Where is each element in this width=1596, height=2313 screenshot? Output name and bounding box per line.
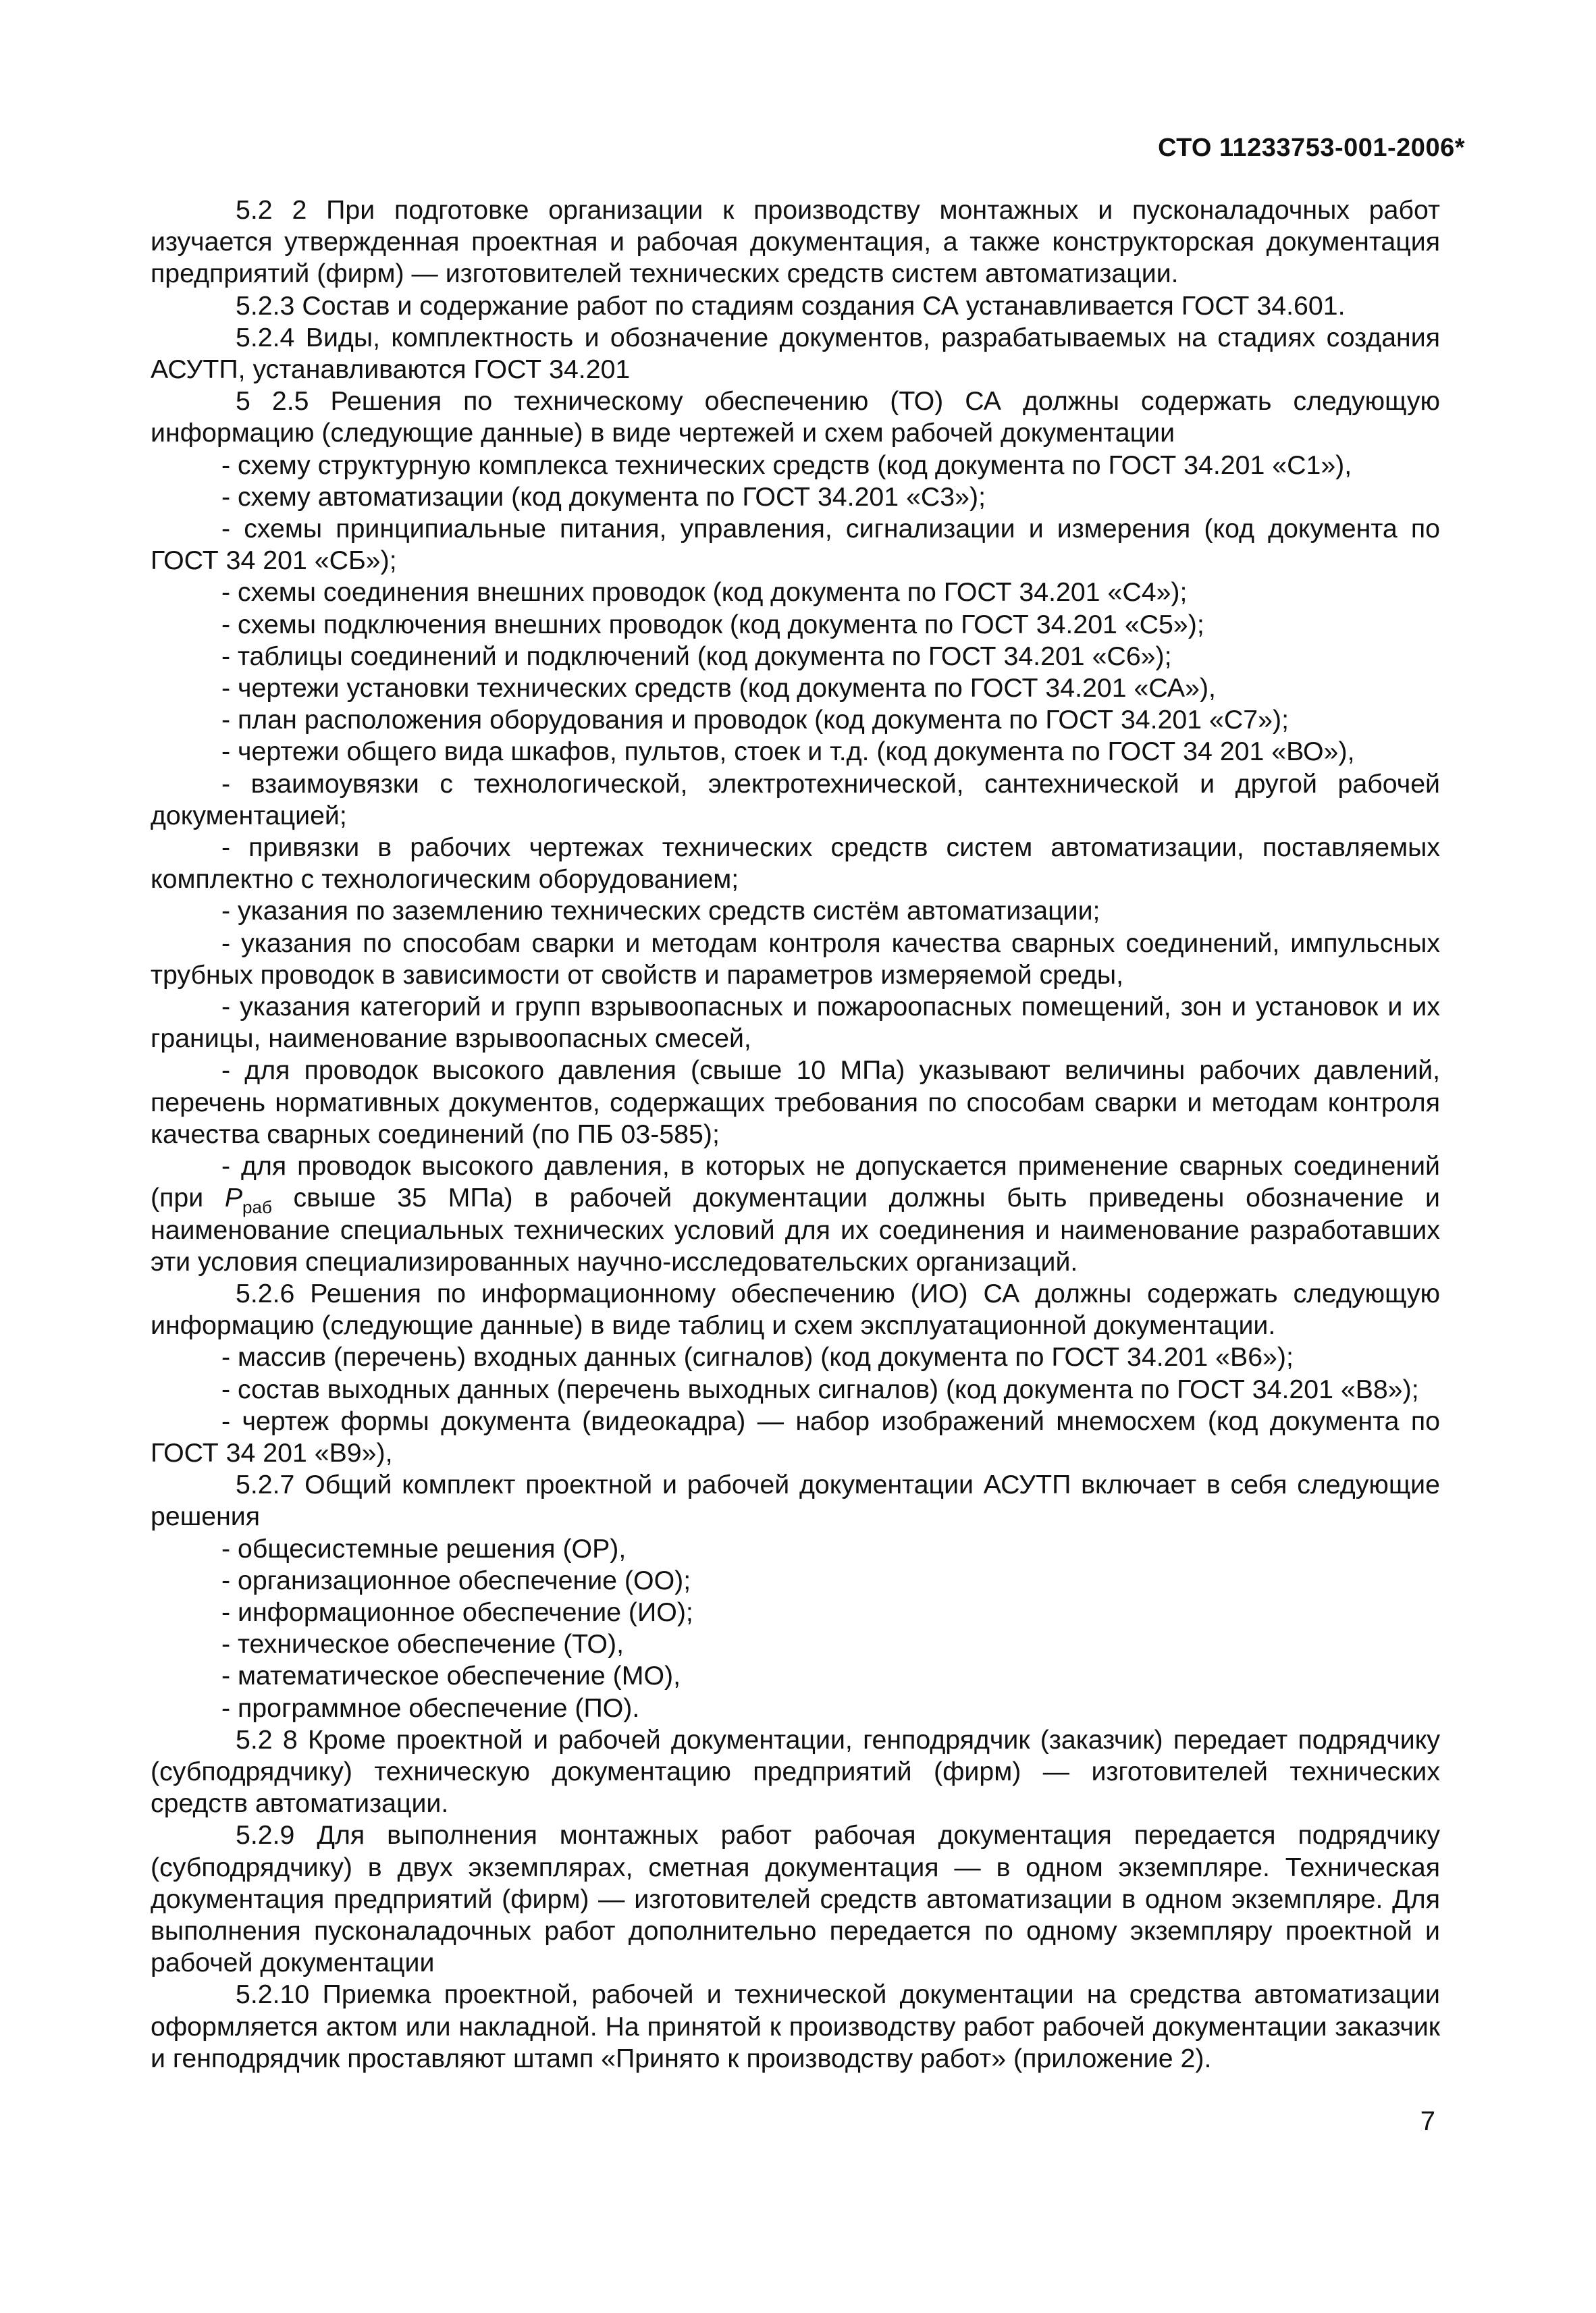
high-pressure-text-end: свыше 35 МПа) в рабочей документации должны быть приведены обозначение и наименование специальных технических условий для их соединения и наименование разработавших эти условия специализированных научно-исследовательских организаций. bbox=[151, 1183, 1440, 1277]
list-item: - программное обеспечение (ПО). bbox=[221, 1693, 640, 1723]
list-item: - информационное обеспечение (ИО); bbox=[221, 1597, 693, 1627]
list-item: - таблицы соединений и подключений (код документа по ГОСТ 34.201 «С6»); bbox=[221, 641, 1172, 671]
list-item: - чертежи общего вида шкафов, пультов, стоек и т.д. (код документа по ГОСТ 34 201 «ВО»), bbox=[221, 737, 1355, 767]
paragraph-5-2-3: 5.2.3 Состав и содержание работ по стадиям создания СА устанавливается ГОСТ 34.601. bbox=[236, 290, 1346, 321]
list-item: - схему автоматизации (код документа по ГОСТ 34.201 «С3»); bbox=[221, 481, 986, 512]
list-item: - массив (перечень) входных данных (сигналов) (код документа по ГОСТ 34.201 «В6»); bbox=[221, 1342, 1294, 1373]
list-item: - указания категорий и групп взрывоопасных и пожароопасных помещений, зон и установок и их границы, наименование взрывоопасных смесей, bbox=[151, 992, 1440, 1054]
list-item: - техническое обеспечение (ТО), bbox=[221, 1629, 624, 1659]
paragraph-5-2-4: 5.2.4 Виды, комплектность и обозначение документов, разрабатываемых на стадиях создания АСУТП, устанавливаются ГОСТ 34.201 bbox=[151, 322, 1440, 385]
list-item: - план расположения оборудования и проводок (код документа по ГОСТ 34.201 «С7»); bbox=[221, 705, 1289, 735]
list-item: - математическое обеспечение (МО), bbox=[221, 1661, 681, 1691]
list-item: - общесистемные решения (ОР), bbox=[221, 1533, 627, 1564]
paragraph-5-2-8: 5.2 8 Кроме проектной и рабочей документации, генподрядчик (заказчик) передает подрядчику (субподрядчику) техническую документацию предприятий (фирм) — изготовителей технических средств автоматизации. bbox=[151, 1724, 1440, 1819]
list-item: - для проводок высокого давления (свыше 10 МПа) указывают величины рабочих давлений, перечень нормативных документов, содержащих требования по способам сварки и методам контроля качества сварных соединений (по ПБ 03-585); bbox=[151, 1055, 1440, 1149]
list-item-high-pressure bbox=[151, 1150, 1440, 1278]
list-item: - чертежи установки технических средств (код документа по ГОСТ 34.201 «СА»), bbox=[221, 673, 1216, 703]
list-item: - схемы принципиальные питания, управления, сигнализации и измерения (код документа по ГОСТ 34 201 «СБ»); bbox=[151, 514, 1440, 576]
list-item: - указания по заземлению технических средств систём автоматизации; bbox=[221, 896, 1100, 926]
pressure-symbol: P bbox=[224, 1183, 243, 1213]
document-body bbox=[151, 194, 1440, 2075]
pressure-subscript: раб bbox=[242, 1197, 272, 1218]
list-item: - состав выходных данных (перечень выходных сигналов) (код документа по ГОСТ 34.201 «В8»); bbox=[221, 1374, 1419, 1404]
list-item: - схему структурную комплекса технических средств (код документа по ГОСТ 34.201 «С1»), bbox=[221, 450, 1352, 480]
paragraph-5-2-2: 5.2 2 При подготовке организации к производству монтажных и пусконаладочных работ изучается утвержденная проектная и рабочая документация, а также конструкторская документация предприятий (фирм) — изготовителей технических средств систем автоматизации. bbox=[151, 195, 1440, 289]
page-number: 7 bbox=[1420, 2106, 1435, 2136]
list-item: - указания по способам сварки и методам контроля качества сварных соединений, импульсных трубных проводок в зависимости от свойств и параметров измеряемой среды, bbox=[151, 928, 1440, 990]
list-item: - взаимоувязки с технологической, электротехнической, сантехнической и другой рабочей документацией; bbox=[151, 768, 1440, 830]
paragraph-5-2-7: 5.2.7 Общий комплект проектной и рабочей документации АСУТП включает в себя следующие решения bbox=[151, 1470, 1440, 1532]
document-code-header: СТО 11233753-001-2006* bbox=[1158, 134, 1465, 162]
high-pressure-text-start: - для проводок высокого давления, в которых не допускается применение сварных соединений (при bbox=[151, 1151, 1440, 1213]
list-item: - привязки в рабочих чертежах технических средств систем автоматизации, поставляемых комплектно с технологическим оборудованием; bbox=[151, 832, 1440, 895]
list-item: - схемы соединения внешних проводок (код документа по ГОСТ 34.201 «С4»); bbox=[221, 577, 1188, 608]
list-item: - чертеж формы документа (видеокадра) — набор изображений мнемосхем (код документа по ГОСТ 34 201 «В9»), bbox=[151, 1406, 1440, 1468]
paragraph-5-2-10: 5.2.10 Приемка проектной, рабочей и технической документации на средства автоматизации оформляется актом или накладной. На принятой к производству работ рабочей документации заказчик и генподрядчик проставляют штамп «Принято к производству работ» (приложение 2). bbox=[151, 1979, 1440, 2073]
paragraph-5-2-5: 5 2.5 Решения по техническому обеспечению (ТО) СА должны содержать следующую информацию (следующие данные) в виде чертежей и схем рабочей документации bbox=[151, 386, 1440, 448]
list-item: - организационное обеспечение (ОО); bbox=[221, 1565, 691, 1595]
paragraph-5-2-9: 5.2.9 Для выполнения монтажных работ рабочая документация передается подрядчику (субподрядчику) в двух экземплярах, сметная документация — в одном экземпляре. Техническая документация предприятий (фирм) — изготовителей средств автоматизации в одном экземпляре. Для выполнения пусконаладочных работ дополнительно передается по одному экземпляру проектной и рабочей документации bbox=[151, 1820, 1440, 1978]
paragraph-5-2-6: 5.2.6 Решения по информационному обеспечению (ИО) СА должны содержать следующую информацию (следующие данные) в виде таблиц и схем эксплуатационной документации. bbox=[151, 1278, 1440, 1341]
list-item: - схемы подключения внешних проводок (код документа по ГОСТ 34.201 «С5»); bbox=[221, 609, 1204, 639]
